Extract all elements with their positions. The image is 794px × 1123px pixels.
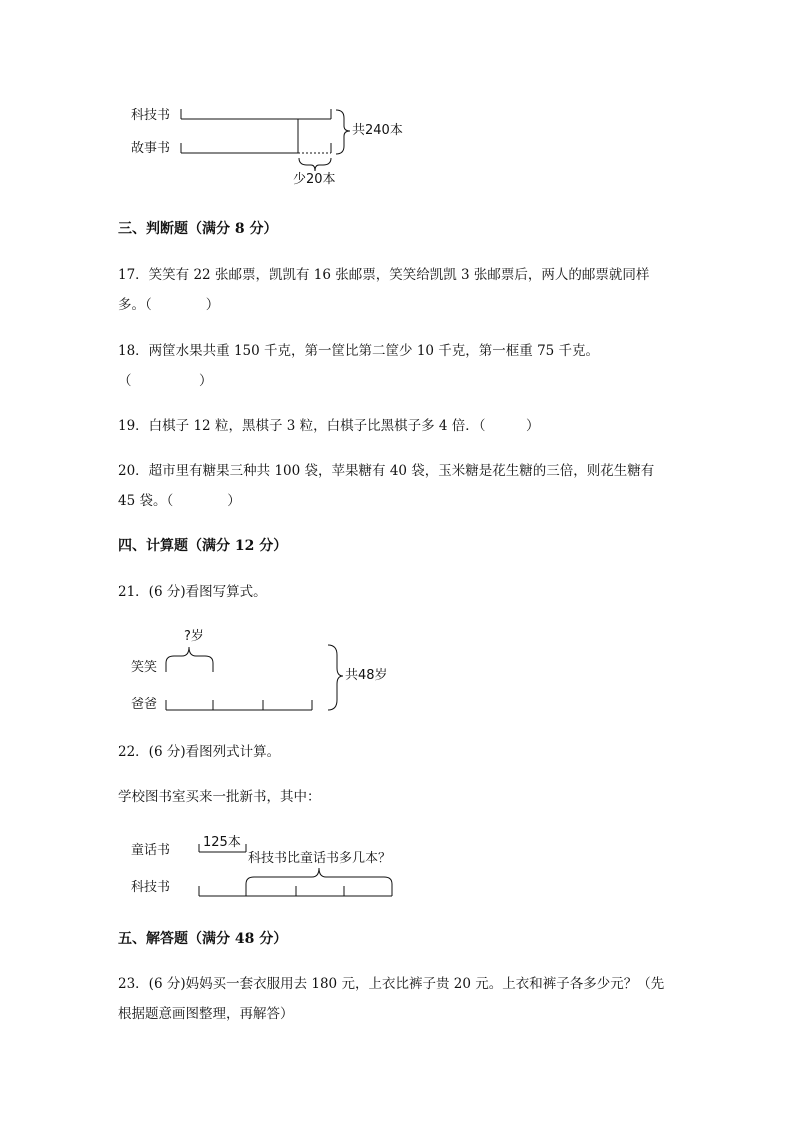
row-label-dad: 爸爸 [131,697,158,712]
question-22: 22．(6 分)看图列式计算。 [118,744,281,760]
row-label-xiaoxiao: 笑笑 [131,660,158,675]
row-label-science: 科技书 [131,880,171,895]
total-label: 共240本 [352,123,403,138]
question-23-line-2: 根据题意画图整理，再解答） [118,1006,294,1022]
question-18-line-2: （ ） [118,373,213,389]
row-label-fairy-tales: 童话书 [131,843,171,858]
question-21: 21．(6 分)看图写算式。 [118,584,267,600]
question-23-line-1: 23．(6 分)妈妈买一套衣服用去 180 元，上衣比裤子贵 20 元。上衣和裤子各多少元？（先 [118,976,665,992]
question-20-line-2: 45 袋。（ ） [118,493,241,509]
fairy-tale-value-label: 125本 [203,835,241,850]
row-label-science-books: 科技书 [131,108,171,123]
age-question-label: ?岁 [184,629,204,644]
question-18-line-1: 18．两筐水果共重 150 千克，第一筐比第二筐少 10 千克，第一框重 75 千克。 [118,343,600,359]
question-22-intro: 学校图书室买来一批新书，其中： [118,789,321,805]
question-17-line-2: 多。（ ） [118,297,220,313]
section-4-heading: 四、计算题（满分 12 分） [118,538,288,554]
question-19: 19．白棋子 12 粒，黑棋子 3 粒，白棋子比黑棋子多 4 倍．（ ） [118,418,540,434]
section-5-heading: 五、解答题（满分 48 分） [118,931,288,947]
difference-label: 少20本 [293,172,336,187]
ages-total-label: 共48岁 [345,668,388,683]
difference-question-label: 科技书比童话书多几本？ [248,851,392,866]
question-20-line-1: 20．超市里有糖果三种共 100 袋，苹果糖有 40 袋，玉米糖是花生糖的三倍，则花生糖有 [118,463,655,479]
science-extra-brace [246,868,392,894]
section-3-heading: 三、判断题（满分 8 分） [118,221,278,237]
row-label-story-books: 故事书 [131,141,171,156]
question-17-line-1: 17．笑笑有 22 张邮票，凯凯有 16 张邮票，笑笑给凯凯 3 张邮票后，两人的邮票就同样 [118,267,650,283]
